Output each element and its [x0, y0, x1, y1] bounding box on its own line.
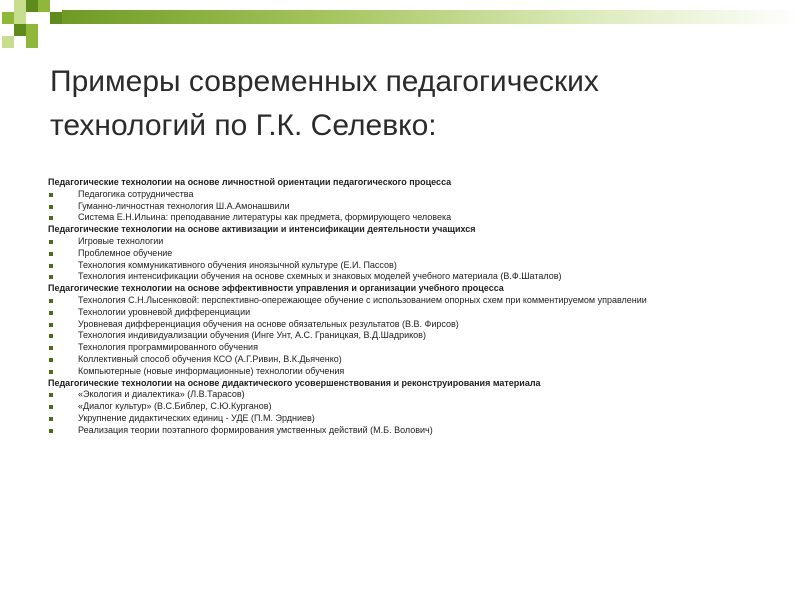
square-bullet-icon [49, 370, 53, 374]
deco-square [38, 0, 50, 12]
list-item: Укрупнение дидактических единиц - УДЕ (П.М. Эрдниев) [48, 413, 768, 425]
square-bullet-icon [49, 240, 53, 244]
list-item: Коллективный способ обучения КСО (А.Г.Ривин, В.К.Дьяченко) [48, 354, 768, 366]
square-bullet-icon [49, 252, 53, 256]
header-decoration [0, 0, 800, 50]
deco-square [26, 0, 38, 12]
square-bullet-icon [49, 358, 53, 362]
square-bullet-icon [49, 417, 53, 421]
deco-square [2, 36, 14, 48]
list-item: «Экология и диалектика» (Л.В.Тарасов) [48, 389, 768, 401]
square-bullet-icon [49, 405, 53, 409]
list-item: Технология индивидуализации обучения (Инге Унт, А.С. Границкая, В.Д.Шадриков) [48, 330, 768, 342]
header-gradient-band [62, 10, 800, 24]
list-item: Проблемное обучение [48, 248, 768, 260]
deco-square [50, 12, 62, 24]
slide-title: Примеры современных педагогических технологий по Г.К. Селевко: [50, 65, 599, 142]
section [48, 378, 768, 437]
square-bullet-icon [49, 299, 53, 303]
section-list [48, 295, 768, 378]
list-item: Технология С.Н.Лысенковой: перспективно-опережающее обучение с использованием опорных схем при комментируемом управлении [48, 295, 768, 307]
square-bullet-icon [49, 429, 53, 433]
square-bullet-icon [49, 346, 53, 350]
square-bullet-icon [49, 193, 53, 197]
list-item: Технология интенсификации обучения на основе схемных и знаковых моделей учебного материала (В.Ф.Шаталов) [48, 271, 768, 283]
section-list [48, 236, 768, 283]
list-item: Реализация теории поэтапного формирования умственных действий (М.Б. Волович) [48, 425, 768, 437]
section-list [48, 389, 768, 436]
section-heading: Педагогические технологии на основе активизации и интенсификации деятельности учащихся [48, 224, 476, 235]
list-item: Система Е.Н.Ильина: преподавание литературы как предмета, формирующего человека [48, 212, 768, 224]
section [48, 177, 768, 224]
square-bullet-icon [49, 323, 53, 327]
deco-square [14, 0, 26, 12]
section [48, 224, 768, 283]
section-heading: Педагогические технологии на основе эффективности управления и организации учебного процесса [48, 283, 504, 294]
list-item: Педагогика сотрудничества [48, 189, 768, 201]
square-bullet-icon [49, 216, 53, 220]
slide-content [48, 177, 768, 437]
square-bullet-icon [49, 264, 53, 268]
deco-square [14, 12, 26, 24]
square-bullet-icon [49, 205, 53, 209]
list-item: Игровые технологии [48, 236, 768, 248]
section-list [48, 189, 768, 224]
list-item: Уровневая дифференциация обучения на основе обязательных результатов (В.В. Фирсов) [48, 319, 768, 331]
list-item: Гуманно-личностная технология Ш.А.Амонашвили [48, 201, 768, 213]
square-bullet-icon [49, 393, 53, 397]
deco-square [2, 12, 14, 24]
section-heading: Педагогические технологии на основе личностной ориентации педагогического процесса [48, 177, 452, 187]
square-bullet-icon [49, 275, 53, 279]
deco-square [26, 36, 38, 48]
deco-square [14, 24, 26, 36]
square-bullet-icon [49, 311, 53, 315]
list-item: «Диалог культур» (В.С.Библер, С.Ю.Курганов) [48, 401, 768, 413]
square-bullet-icon [49, 334, 53, 338]
list-item: Технологии уровневой дифференциации [48, 307, 768, 319]
section-heading: Педагогические технологии на основе дидактического усовершенствования и реконструирования материала [48, 377, 541, 388]
deco-square [26, 24, 38, 36]
section [48, 283, 768, 377]
list-item: Компьютерные (новые информационные) технологии обучения [48, 366, 768, 378]
list-item: Технология коммуникативного обучения иноязычной культуре (Е.И. Пассов) [48, 260, 768, 272]
list-item: Технология программированного обучения [48, 342, 768, 354]
